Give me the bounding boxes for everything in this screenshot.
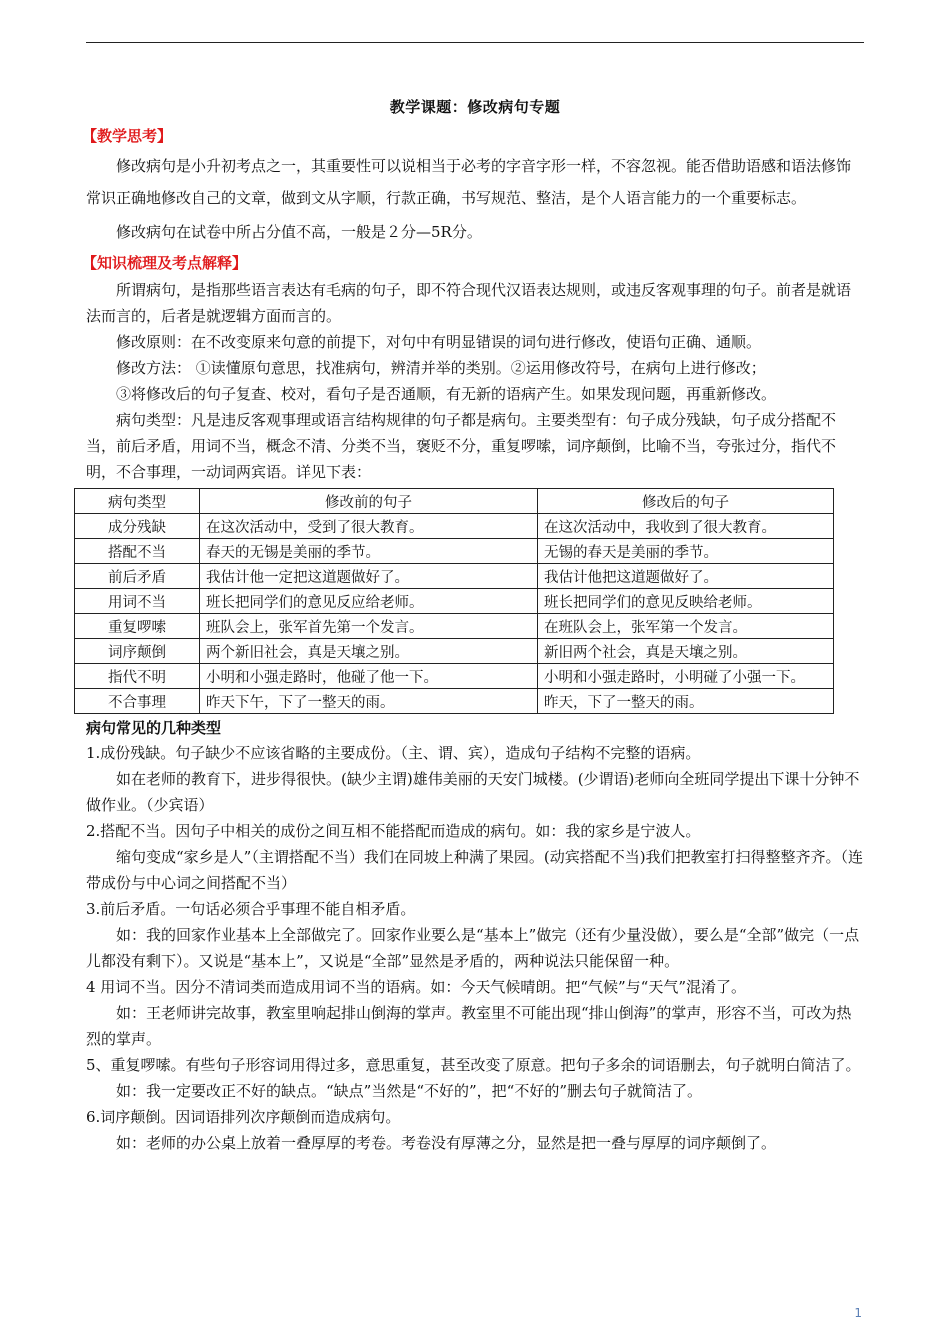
cell-after: 小明和小强走路时，小明碰了小强一下。 <box>538 664 834 689</box>
cell-type: 成分残缺 <box>75 514 200 539</box>
cell-type: 重复啰嗦 <box>75 614 200 639</box>
knowledge-paragraph-2: 修改原则：在不改变原来句意的前提下，对句中有明显错误的词句进行修改，使语句正确、通顺。 <box>116 333 762 351</box>
table-header-row <box>75 489 834 514</box>
type-5-example: 如：我一定要改正不好的缺点。“缺点”当然是“不好的”，把“不好的”删去句子就简洁了。 <box>116 1082 703 1100</box>
knowledge-paragraph-3: 修改方法： ①读懂原句意思，找准病句，辨清并举的类别。②运用修改符号，在病句上进行修改； <box>116 359 766 377</box>
table-row <box>75 639 834 664</box>
error-type-table <box>74 488 834 714</box>
cell-before: 我估计他一定把这道题做好了。 <box>200 564 538 589</box>
type-1-example: 如在老师的教育下，进步得很快。(缺少主谓)雄伟美丽的天安门城楼。(少谓语)老师向全班同学提出下课十分钟不做作业。（少宾语） <box>86 770 860 814</box>
type-4-example: 如：王老师讲完故事，教室里响起排山倒海的掌声。教室里不可能出现“排山倒海”的掌声，形容不当，可改为热烈的掌声。 <box>86 1004 852 1048</box>
cell-after: 班长把同学们的意见反映给老师。 <box>538 589 834 614</box>
table-row <box>75 689 834 714</box>
cell-after: 在这次活动中，我收到了很大教育。 <box>538 514 834 539</box>
cell-after: 昨天，下了一整天的雨。 <box>538 689 834 714</box>
cell-before: 两个新旧社会，真是天壤之别。 <box>200 639 538 664</box>
cell-type: 前后矛盾 <box>75 564 200 589</box>
cell-after: 在班队会上，张军第一个发言。 <box>538 614 834 639</box>
table-row <box>75 564 834 589</box>
cell-after: 无锡的春天是美丽的季节。 <box>538 539 834 564</box>
type-4: 4 用词不当。因分不清词类而造成用词不当的语病。如：今天气候晴朗。把“气候”与“天气”混淆了。 <box>86 978 746 996</box>
knowledge-heading: 【知识梳理及考点解释】 <box>82 254 248 272</box>
cell-before: 小明和小强走路时，他碰了他一下。 <box>200 664 538 689</box>
reflection-heading: 【教学思考】 <box>82 127 173 145</box>
cell-before: 班长把同学们的意见反应给老师。 <box>200 589 538 614</box>
document-body <box>82 96 864 1156</box>
type-2-example: 缩句变成“家乡是人”（主谓搭配不当）我们在同坡上种满了果园。(动宾搭配不当)我们把教室打扫得整整齐齐。（连带成份与中心词之间搭配不当） <box>86 848 864 892</box>
table-row <box>75 514 834 539</box>
table-row <box>75 614 834 639</box>
reflection-paragraph-2: 修改病句在试卷中所占分值不高，一般是２分—5R分。 <box>116 223 482 241</box>
cell-after: 我估计他把这道题做好了。 <box>538 564 834 589</box>
cell-type: 指代不明 <box>75 664 200 689</box>
cell-before: 在这次活动中，受到了很大教育。 <box>200 514 538 539</box>
cell-before: 班队会上，张军首先第一个发言。 <box>200 614 538 639</box>
cell-type: 词序颠倒 <box>75 639 200 664</box>
knowledge-paragraph-4: ③将修改后的句子复查、校对，看句子是否通顺，有无新的语病产生。如果发现问题，再重新修改。 <box>116 385 777 403</box>
type-6: 6.词序颠倒。因词语排列次序颠倒而造成病句。 <box>86 1108 401 1126</box>
cell-type: 用词不当 <box>75 589 200 614</box>
cell-type: 搭配不当 <box>75 539 200 564</box>
type-3: 3.前后矛盾。一句话必须合乎事理不能自相矛盾。 <box>86 900 416 918</box>
common-types-heading: 病句常见的几种类型 <box>86 719 222 737</box>
cell-after: 新旧两个社会，真是天壤之别。 <box>538 639 834 664</box>
lesson-title: 教学课题：修改病句专题 <box>389 98 561 116</box>
type-1: 1.成份残缺。句子缺少不应该省略的主要成份。（主、谓、宾），造成句子结构不完整的语病。 <box>86 744 701 762</box>
type-6-example: 如：老师的办公桌上放着一叠厚厚的考卷。考卷没有厚薄之分，显然是把一叠与厚厚的词序颠倒了。 <box>116 1134 777 1152</box>
header-before: 修改前的句子 <box>200 489 538 514</box>
header-rule <box>86 42 864 43</box>
type-5: 5、重复啰嗦。有些句子形容词用得过多，意思重复，甚至改变了原意。把句子多余的词语删去，句子就明白简洁了。 <box>86 1056 861 1074</box>
reflection-paragraph-1: 修改病句是小升初考点之一，其重要性可以说相当于必考的字音字形一样，不容忽视。能否借助语感和语法修饰常识正确地修改自己的文章，做到文从字顺，行款正确，书写规范、整洁，是个人语言能力的一个重要标志。 <box>86 157 852 207</box>
type-3-example: 如：我的回家作业基本上全部做完了。回家作业要么是“基本上”做完（还有少量没做），要么是“全部”做完（一点儿都没有剩下）。又说是“基本上”，又说是“全部”显然是矛盾的，两种说法只能保留一种。 <box>86 926 860 970</box>
table-row <box>75 539 834 564</box>
type-2: 2.搭配不当。因句子中相关的成份之间互相不能搭配而造成的病句。如：我的家乡是宁波人。 <box>86 822 701 840</box>
table-row <box>75 589 834 614</box>
header-after: 修改后的句子 <box>538 489 834 514</box>
knowledge-paragraph-1: 所谓病句，是指那些语言表达有毛病的句子，即不符合现代汉语表达规则，或违反客观事理的句子。前者是就语法而言的，后者是就逻辑方面而言的。 <box>86 281 852 325</box>
cell-before: 昨天下午，下了一整天的雨。 <box>200 689 538 714</box>
table-row <box>75 664 834 689</box>
cell-type: 不合事理 <box>75 689 200 714</box>
header-type: 病句类型 <box>75 489 200 514</box>
knowledge-paragraph-5: 病句类型：凡是违反客观事理或语言结构规律的句子都是病句。主要类型有：句子成分残缺，句子成分搭配不当，前后矛盾，用词不当，概念不清、分类不当，褒贬不分，重复啰嗦，词序颠倒，比喻不当，夸张过分，指代不明，不合事理，一动词两宾语。详见下表： <box>86 411 837 481</box>
cell-before: 春天的无锡是美丽的季节。 <box>200 539 538 564</box>
page-number: 1 <box>854 1306 862 1320</box>
